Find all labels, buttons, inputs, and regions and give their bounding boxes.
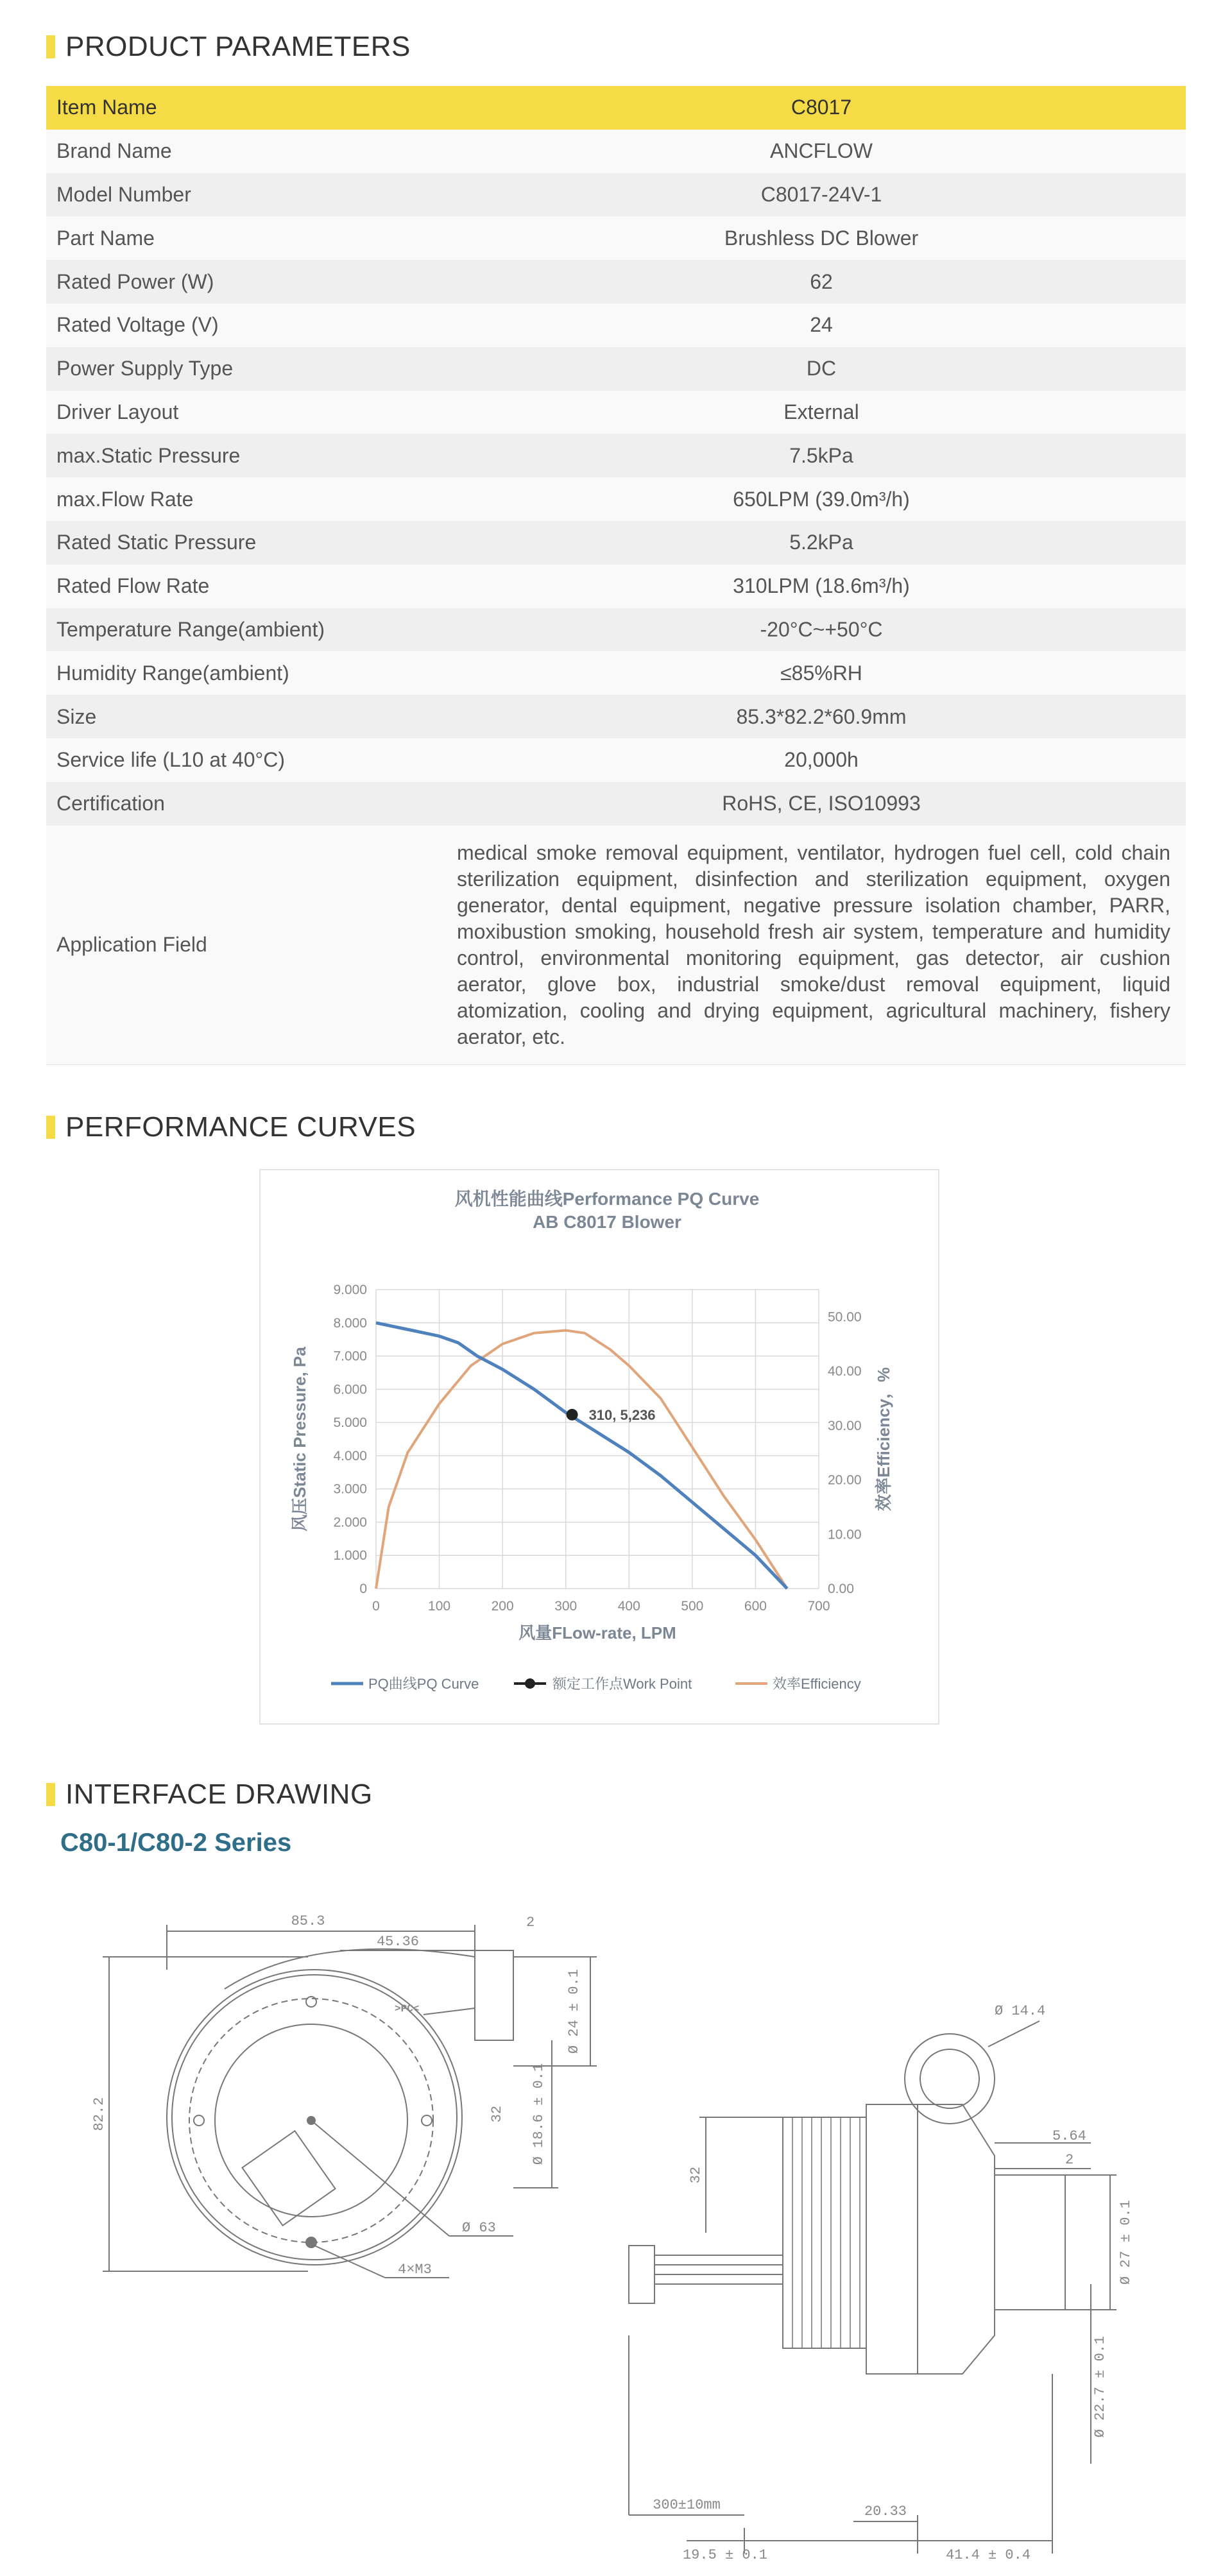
param-label: Certification [46, 782, 457, 826]
y-tick-label: 3.000 [333, 1481, 367, 1497]
dim-outlet-diameter: Ø 24 ± 0.1 [566, 1968, 582, 2054]
volute-side [918, 2104, 995, 2374]
y-tick-label: 9.000 [333, 1283, 367, 1297]
param-value: 7.5kPa [457, 434, 1186, 477]
table-header-row [46, 86, 1186, 130]
y-tick-label: 5.000 [333, 1415, 367, 1431]
param-label: Rated Voltage (V) [46, 303, 457, 347]
param-label: Item Name [46, 86, 457, 130]
dim-width: 85.3 [291, 1913, 325, 1929]
heading-text: PERFORMANCE CURVES [65, 1111, 416, 1143]
y2-tick-label: 20.00 [828, 1472, 862, 1488]
x-tick-label: 500 [681, 1599, 704, 1614]
y-tick-label: 6.000 [333, 1382, 367, 1397]
y-tick-label: 1.000 [333, 1548, 367, 1564]
dim-wall: 2 [526, 1915, 535, 1931]
dim-flange: 5.64 [1052, 2128, 1086, 2144]
param-label: Temperature Range(ambient) [46, 608, 457, 652]
legend-label-pq: PQ曲线PQ Curve [368, 1676, 479, 1692]
inlet-circle [905, 2034, 995, 2124]
dim-port-diameter: Ø 27 ± 0.1 [1118, 2199, 1134, 2285]
param-label: Rated Static Pressure [46, 521, 457, 565]
heading-text: INTERFACE DRAWING [65, 1778, 373, 1810]
scroll-outlet [225, 1949, 475, 2015]
heading-text: PRODUCT PARAMETERS [65, 31, 411, 62]
side-outlet [995, 2175, 1065, 2310]
heading-accent-bar [46, 35, 55, 58]
table-row [46, 434, 1186, 477]
x-tick-label: 700 [807, 1599, 830, 1614]
table-row [46, 391, 1186, 434]
param-value: medical smoke removal equipment, ventilator, hydrogen fuel cell, cold chain sterilization equipment, disinfection and sterilization equipment, oxygen generator, dental equipment, negative pressure isolation chamber, PARR, moxibustion smoking, household fresh air system, temperature and humidity control, environmental monitoring equipment, gas detector, air cushion aerator, glove box, industrial smoke/dust removal equipment, liquid atomization, cooling and drying equipment, agricultural machinery, fishery aerator, etc. [457, 826, 1186, 1065]
param-label: Humidity Range(ambient) [46, 651, 457, 695]
table-row [46, 738, 1186, 782]
y-tick-label: 4.000 [333, 1448, 367, 1463]
y-tick-label: 8.000 [333, 1315, 367, 1331]
dim-inner-diameter: Ø 18.6 ± 0.1 [531, 2063, 547, 2165]
heading-accent-bar [46, 1116, 55, 1139]
y-axis-label: 风压Static Pressure, Pa [290, 1347, 309, 1531]
legend-label-efficiency: 效率Efficiency [773, 1676, 861, 1692]
performance-pq-chart [261, 1170, 938, 1723]
x-tick-label: 0 [372, 1599, 380, 1614]
series-subheading: C80-1/C80-2 Series [60, 1829, 292, 1857]
param-value: C8017-24V-1 [457, 173, 1186, 217]
y-tick-label: 0 [359, 1582, 367, 1596]
chart-subtitle: AB C8017 Blower [533, 1212, 681, 1232]
x-tick-label: 200 [491, 1599, 514, 1614]
product-parameters-table [46, 86, 1186, 1065]
table-row [46, 130, 1186, 173]
param-label: max.Static Pressure [46, 434, 457, 477]
dim-cable-length: 300±10mm [653, 2497, 721, 2513]
dim-offset: 45.36 [376, 1934, 420, 1950]
legend-label-work-point: 额定工作点Work Point [552, 1676, 692, 1692]
dim-body-diameter: Ø 63 [462, 2220, 496, 2236]
y2-tick-label: 10.00 [828, 1527, 862, 1542]
product-parameters-heading [46, 31, 411, 63]
cable-connector [629, 2246, 654, 2303]
param-value: 62 [457, 260, 1186, 303]
x-tick-label: 400 [617, 1599, 640, 1614]
table-row [46, 651, 1186, 695]
dim-depth: 20.33 [864, 2503, 907, 2520]
pc-marker-label: >PC< [395, 2003, 420, 2015]
param-value: 20,000h [457, 738, 1186, 782]
param-label: Application Field [46, 826, 457, 1065]
param-label: Part Name [46, 216, 457, 260]
param-value: RoHS, CE, ISO10993 [457, 782, 1186, 826]
param-value: 310LPM (18.6m³/h) [457, 565, 1186, 608]
work-point-label: 310, 5,236 [588, 1406, 656, 1423]
interface-technical-drawing [64, 1886, 1168, 2566]
param-label: Driver Layout [46, 391, 457, 434]
dim-side-height: 32 [688, 2166, 704, 2184]
param-label: Model Number [46, 173, 457, 217]
param-label: Service life (L10 at 40°C) [46, 738, 457, 782]
x-tick-label: 100 [428, 1599, 451, 1614]
motor-body [866, 2104, 918, 2374]
param-label: max.Flow Rate [46, 477, 457, 521]
dim-cable-offset: 19.5 ± 0.1 [682, 2547, 768, 2563]
dim-height: 82.2 [91, 2097, 107, 2131]
table-row [46, 216, 1186, 260]
y2-tick-label: 0.00 [828, 1582, 854, 1596]
table-row [46, 260, 1186, 303]
param-label: Rated Power (W) [46, 260, 457, 303]
chart-gridlines [376, 1290, 819, 1589]
x-tick-label: 600 [744, 1599, 767, 1614]
y-tick-label: 7.000 [333, 1349, 367, 1364]
chart-legend [331, 1676, 861, 1692]
table-row [46, 782, 1186, 826]
param-value: External [457, 391, 1186, 434]
table-row [46, 477, 1186, 521]
dim-port-inner-diameter: Ø 22.7 ± 0.1 [1092, 2335, 1108, 2438]
dim-flange-wall: 2 [1065, 2152, 1074, 2168]
table-row [46, 521, 1186, 565]
param-label: Brand Name [46, 130, 457, 173]
chart-title: 风机性能曲线Performance PQ Curve [454, 1189, 760, 1209]
param-label: Size [46, 695, 457, 738]
dim-total-depth: 41.4 ± 0.4 [945, 2547, 1031, 2563]
table-row [46, 303, 1186, 347]
param-value: 5.2kPa [457, 521, 1186, 565]
y2-tick-label: 50.00 [828, 1309, 862, 1325]
y2-tick-label: 40.00 [828, 1364, 862, 1379]
y2-tick-label: 30.00 [828, 1418, 862, 1433]
param-value: -20°C~+50°C [457, 608, 1186, 652]
dim-outlet-height: 32 [489, 2105, 505, 2123]
interface-drawing-heading [46, 1778, 373, 1811]
y2-axis-label: 效率Efficiency，% [874, 1367, 893, 1511]
x-axis-label: 风量FLow-rate, LPM [518, 1623, 676, 1642]
param-label: Rated Flow Rate [46, 565, 457, 608]
param-value: DC [457, 347, 1186, 391]
param-label: Power Supply Type [46, 347, 457, 391]
outlet-port [475, 1950, 513, 2040]
motor-fins [783, 2117, 866, 2348]
table-row [46, 695, 1186, 738]
param-value: ≤85%RH [457, 651, 1186, 695]
legend-swatch-work-point [525, 1678, 535, 1689]
performance-curves-heading [46, 1111, 416, 1143]
efficiency-curve [376, 1331, 787, 1589]
x-tick-label: 300 [554, 1599, 578, 1614]
param-value: 650LPM (39.0m³/h) [457, 477, 1186, 521]
dim-inlet-diameter: Ø 14.4 [995, 2003, 1046, 2019]
table-row [46, 565, 1186, 608]
y-tick-label: 2.000 [333, 1515, 367, 1530]
work-point-marker [567, 1409, 578, 1420]
table-row [46, 826, 1186, 1065]
param-value: 24 [457, 303, 1186, 347]
table-row [46, 173, 1186, 217]
table-row [46, 608, 1186, 652]
param-value: ANCFLOW [457, 130, 1186, 173]
param-value: 85.3*82.2*60.9mm [457, 695, 1186, 738]
table-row [46, 347, 1186, 391]
param-value: C8017 [457, 86, 1186, 130]
heading-accent-bar [46, 1783, 55, 1806]
dim-mount-holes: 4×M3 [398, 2262, 432, 2278]
param-value: Brushless DC Blower [457, 216, 1186, 260]
connector-block [242, 2131, 335, 2225]
performance-chart-frame [259, 1169, 939, 1725]
